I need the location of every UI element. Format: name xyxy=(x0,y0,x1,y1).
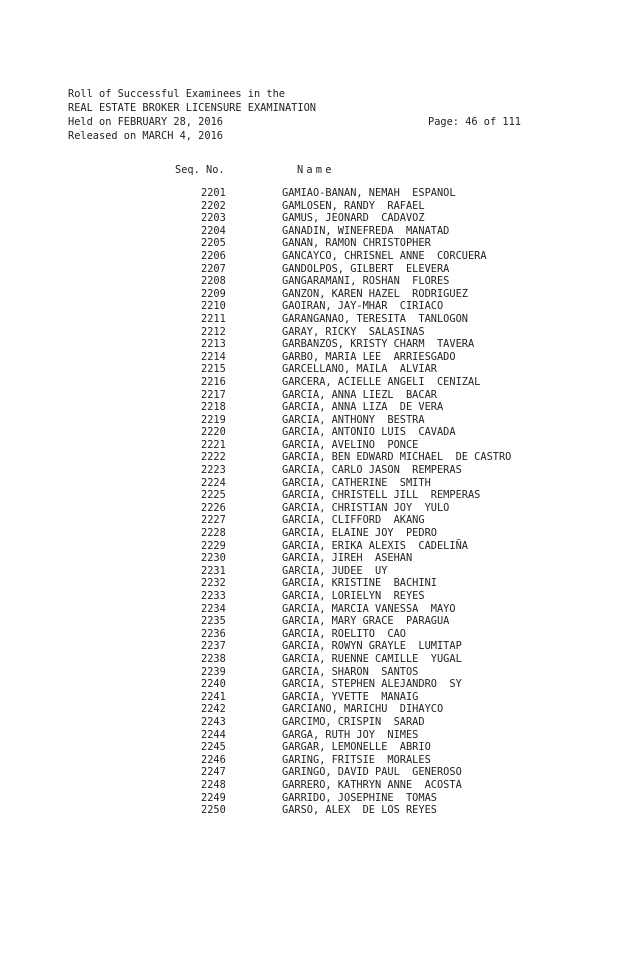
examinee-row xyxy=(0,414,638,427)
examinee-row xyxy=(0,187,638,200)
examinee-name: GARCIMO, CRISPIN SARAD xyxy=(282,715,425,728)
examinee-name: GARCIA, MARY GRACE PARAGUA xyxy=(282,615,450,628)
examinee-name: GARCIA, AVELINO PONCE xyxy=(282,438,419,451)
examinee-name: GARCIA, ROWYN GRAYLE LUMITAP xyxy=(282,640,462,653)
examinee-name: GARCIA, CARLO JASON REMPERAS xyxy=(282,464,462,477)
examinee-row xyxy=(0,212,638,225)
examinee-row xyxy=(0,703,638,716)
examinee-name: GARBANZOS, KRISTY CHARM TAVERA xyxy=(282,338,475,351)
examinee-name: GARCIA, CHRISTELL JILL REMPERAS xyxy=(282,489,481,502)
examinee-name: GARCIA, SHARON SANTOS xyxy=(282,665,419,678)
examinee-row xyxy=(0,426,638,439)
examinee-row xyxy=(0,464,638,477)
examinee-row xyxy=(0,628,638,641)
seq-number: 2206 xyxy=(201,249,226,262)
examinee-name: GARCIA, BEN EDWARD MICHAEL DE CASTRO xyxy=(282,451,512,464)
examinee-name: GARCIA, MARCIA VANESSA MAYO xyxy=(282,602,456,615)
examinee-name: GARCIA, ERIKA ALEXIS CADELIÑA xyxy=(282,539,468,552)
examinee-name: GARCIA, JUDEE UY xyxy=(282,564,388,577)
examinee-row xyxy=(0,389,638,402)
examinee-name: GARCIA, ANNA LIEZL BACAR xyxy=(282,388,437,401)
examinee-row xyxy=(0,590,638,603)
examinee-name: GARCIA, RUENNE CAMILLE YUGAL xyxy=(282,652,462,665)
examinee-row xyxy=(0,653,638,666)
examinee-name: GANZON, KAREN HAZEL RODRIGUEZ xyxy=(282,287,468,300)
seq-number: 2250 xyxy=(201,804,226,817)
examinee-row xyxy=(0,439,638,452)
seq-number: 2236 xyxy=(201,627,226,640)
examinee-name: GARCIA, JIREH ASEHAN xyxy=(282,552,413,565)
examinee-row xyxy=(0,640,638,653)
examinee-row xyxy=(0,691,638,704)
examinee-name: GANAN, RAMON CHRISTOPHER xyxy=(282,237,431,250)
seq-number: 2220 xyxy=(201,426,226,439)
examinee-row xyxy=(0,477,638,490)
seq-number: 2241 xyxy=(201,690,226,703)
seq-number: 2208 xyxy=(201,275,226,288)
seq-number: 2202 xyxy=(201,199,226,212)
examinee-row xyxy=(0,451,638,464)
seq-number: 2207 xyxy=(201,262,226,275)
examinee-row xyxy=(0,678,638,691)
seq-number: 2205 xyxy=(201,237,226,250)
seq-number: 2246 xyxy=(201,753,226,766)
seq-number: 2211 xyxy=(201,312,226,325)
examinee-row xyxy=(0,615,638,628)
examinee-row xyxy=(0,577,638,590)
examinee-row xyxy=(0,326,638,339)
seq-number: 2237 xyxy=(201,640,226,653)
examinee-name: GARCIA, YVETTE MANAIG xyxy=(282,690,419,703)
seq-number: 2227 xyxy=(201,514,226,527)
seq-number: 2239 xyxy=(201,665,226,678)
examinee-name: GARGA, RUTH JOY NIMES xyxy=(282,728,419,741)
examinee-name: GARAY, RICKY SALASINAS xyxy=(282,325,425,338)
examinee-row xyxy=(0,376,638,389)
examinee-row xyxy=(0,263,638,276)
seq-number: 2212 xyxy=(201,325,226,338)
examinee-row xyxy=(0,288,638,301)
seq-number: 2218 xyxy=(201,401,226,414)
examinee-name: GARRIDO, JOSEPHINE TOMAS xyxy=(282,791,437,804)
examinee-row xyxy=(0,237,638,250)
examinee-name: GARCIA, CLIFFORD AKANG xyxy=(282,514,425,527)
seq-number: 2234 xyxy=(201,602,226,615)
seq-number: 2228 xyxy=(201,527,226,540)
examinee-name: GARCIA, ANTONIO LUIS CAVADA xyxy=(282,426,456,439)
seq-number: 2247 xyxy=(201,766,226,779)
examinee-row xyxy=(0,363,638,376)
examinee-name: GARANGANAO, TERESITA TANLOGON xyxy=(282,312,468,325)
examinee-row xyxy=(0,716,638,729)
seq-number: 2217 xyxy=(201,388,226,401)
examinee-row xyxy=(0,804,638,817)
seq-number: 2230 xyxy=(201,552,226,565)
examinee-name: GANCAYCO, CHRISNEL ANNE CORCUERA xyxy=(282,249,487,262)
seq-number: 2223 xyxy=(201,464,226,477)
examinee-name: GARSO, ALEX DE LOS REYES xyxy=(282,804,437,817)
examinee-name: GARCERA, ACIELLE ANGELI CENIZAL xyxy=(282,375,481,388)
examinee-row xyxy=(0,275,638,288)
examinee-row xyxy=(0,565,638,578)
examinee-name: GARCIA, ROELITO CAO xyxy=(282,627,406,640)
examinee-name: GARCIA, KRISTINE BACHINI xyxy=(282,577,437,590)
examinee-row xyxy=(0,766,638,779)
examinee-name: GARCIA, ANTHONY BESTRA xyxy=(282,413,425,426)
seq-number: 2210 xyxy=(201,300,226,313)
examinee-row xyxy=(0,552,638,565)
seq-number: 2222 xyxy=(201,451,226,464)
seq-number: 2235 xyxy=(201,615,226,628)
examinee-row xyxy=(0,792,638,805)
seq-number: 2214 xyxy=(201,350,226,363)
seq-number: 2219 xyxy=(201,413,226,426)
released-date: Released on MARCH 4, 2016 xyxy=(68,130,223,142)
seq-number: 2221 xyxy=(201,438,226,451)
seq-number: 2203 xyxy=(201,212,226,225)
examinee-name: GARCIA, ELAINE JOY PEDRO xyxy=(282,527,437,540)
page-number: Page: 46 of 111 xyxy=(428,116,521,128)
seq-number: 2231 xyxy=(201,564,226,577)
document-title-line-1: Roll of Successful Examinees in the xyxy=(68,88,285,100)
examinee-row xyxy=(0,729,638,742)
seq-number: 2226 xyxy=(201,501,226,514)
seq-number: 2248 xyxy=(201,778,226,791)
examinee-name: GARCIA, LORIELYN REYES xyxy=(282,590,425,602)
seq-number: 2238 xyxy=(201,652,226,665)
examinee-name: GARCIA, CHRISTIAN JOY YULO xyxy=(282,501,450,514)
seq-number: 2225 xyxy=(201,489,226,502)
examinee-row xyxy=(0,779,638,792)
examinee-row xyxy=(0,489,638,502)
examinee-row xyxy=(0,200,638,213)
seq-number: 2244 xyxy=(201,728,226,741)
examinee-row xyxy=(0,514,638,527)
examinee-name: GARRERO, KATHRYN ANNE ACOSTA xyxy=(282,778,462,791)
examinee-name: GARGAR, LEMONELLE ABRIO xyxy=(282,741,431,754)
examinee-name: GARCIA, STEPHEN ALEJANDRO SY xyxy=(282,678,462,691)
examinee-name: GARING, FRITSIE MORALES xyxy=(282,753,431,766)
examinee-row xyxy=(0,351,638,364)
seq-number: 2204 xyxy=(201,224,226,237)
examinee-row xyxy=(0,313,638,326)
examinee-list xyxy=(0,187,638,817)
seq-number: 2209 xyxy=(201,287,226,300)
examinee-name: GAMLOSEN, RANDY RAFAEL xyxy=(282,199,425,212)
seq-number: 2232 xyxy=(201,577,226,590)
seq-number: 2224 xyxy=(201,476,226,489)
examinee-row xyxy=(0,250,638,263)
examinee-row xyxy=(0,401,638,414)
examinee-row xyxy=(0,300,638,313)
seq-number: 2240 xyxy=(201,678,226,691)
examinee-row xyxy=(0,666,638,679)
examinee-name: GANDOLPOS, GILBERT ELEVERA xyxy=(282,262,450,275)
examinee-name: GARBO, MARIA LEE ARRIESGADO xyxy=(282,350,456,363)
seq-number: 2243 xyxy=(201,715,226,728)
examinee-row xyxy=(0,540,638,553)
examinee-row xyxy=(0,527,638,540)
column-header-name: Name xyxy=(297,164,335,176)
seq-number: 2249 xyxy=(201,791,226,804)
examinee-row xyxy=(0,754,638,767)
examinee-row xyxy=(0,741,638,754)
examinee-name: GANADIN, WINEFREDA MANATAD xyxy=(282,224,450,237)
exam-name: REAL ESTATE BROKER LICENSURE EXAMINATION xyxy=(68,102,316,114)
examinee-name: GAOIRAN, JAY-MHAR CIRIACO xyxy=(282,300,444,313)
examinee-name: GAMIAO-BANAN, NEMAH ESPANOL xyxy=(282,187,456,199)
seq-number: 2201 xyxy=(201,187,226,199)
column-header-seq-no: Seq. No. xyxy=(175,164,225,176)
seq-number: 2213 xyxy=(201,338,226,351)
examinee-row xyxy=(0,502,638,515)
examinee-row xyxy=(0,338,638,351)
seq-number: 2242 xyxy=(201,703,226,716)
examinee-row xyxy=(0,225,638,238)
examinee-name: GARINGO, DAVID PAUL GENEROSO xyxy=(282,766,462,779)
seq-number: 2245 xyxy=(201,741,226,754)
examinee-name: GAMUS, JEONARD CADAVOZ xyxy=(282,212,425,225)
seq-number: 2233 xyxy=(201,590,226,602)
seq-number: 2216 xyxy=(201,375,226,388)
examinee-name: GARCIA, CATHERINE SMITH xyxy=(282,476,431,489)
held-date: Held on FEBRUARY 28, 2016 xyxy=(68,116,223,128)
examinee-name: GANGARAMANI, ROSHAN FLORES xyxy=(282,275,450,288)
seq-number: 2229 xyxy=(201,539,226,552)
examinee-name: GARCIA, ANNA LIZA DE VERA xyxy=(282,401,444,414)
examinee-name: GARCIANO, MARICHU DIHAYCO xyxy=(282,703,444,716)
seq-number: 2215 xyxy=(201,363,226,376)
examinee-row xyxy=(0,603,638,616)
examinee-name: GARCELLANO, MAILA ALVIAR xyxy=(282,363,437,376)
